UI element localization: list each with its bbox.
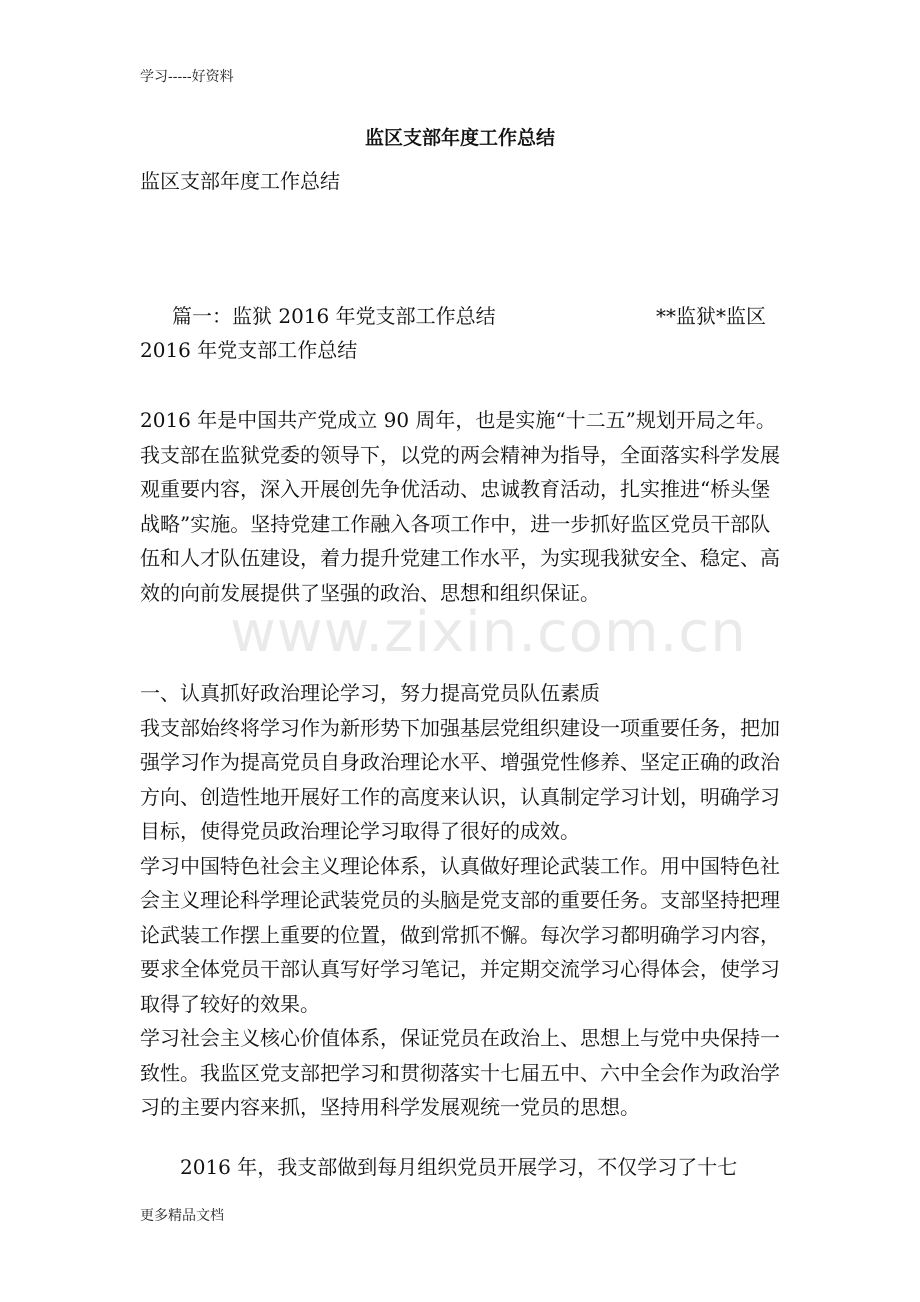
intro-paragraph: 2016 年是中国共产党成立 90 周年，也是实施“十二五”规划开局之年。我支部在监狱党委的领导下，以党的两会精神为指导，全面落实科学发展观重要内容，深入开展创先争优活动、忠诚教育活动，扎实推进“桥头堡战略”实施。坚持党建工作融入各项工作中，进一步抓好监区党员干部队伍和人才队伍建设，着力提升党建工作水平，为实现我狱安全、稳定、高效的向前发展提供了坚强的政治、思想和组织保证。 — [140, 408, 780, 605]
section-one-paragraph: 学习社会主义核心价值体系，保证党员在政治上、思想上与党中央保持一致性。我监区党支部把学习和贯彻落实十七届五中、六中全会作为政治学习的主要内容来抓，坚持用科学发展观统一党员的思想。 — [140, 1026, 780, 1119]
article-heading-left: 篇一：监狱 2016 年党支部工作总结 — [172, 304, 496, 328]
page-header: 学习-----好资料 — [140, 69, 234, 85]
article-heading-right: **监狱*监区 — [656, 304, 766, 328]
article-heading-line2: 2016 年党支部工作总结 — [140, 338, 358, 362]
section-one-heading: 一、认真抓好政治理论学习，努力提高党员队伍素质 — [140, 681, 600, 705]
article-heading — [140, 299, 780, 367]
section-one — [140, 676, 780, 1125]
page-footer: 更多精品文档 — [140, 1208, 224, 1224]
section-one-paragraph: 学习中国特色社会主义理论体系，认真做好理论武装工作。用中国特色社会主义理论科学理论武装党员的头脑是党支部的重要任务。支部坚持把理论武装工作摆上重要的位置，做到常抓不懈。每次学习都明确学习内容，要求全体党员干部认真写好学习笔记，并定期交流学习心得体会，使学习取得了较好的效果。 — [140, 853, 780, 1016]
document-subtitle: 监区支部年度工作总结 — [140, 169, 340, 193]
watermark: www.zixin.com.cn — [230, 600, 747, 665]
article-heading-line1 — [140, 299, 780, 333]
document-title: 监区支部年度工作总结 — [364, 127, 555, 149]
section-one-paragraph: 我支部始终将学习作为新形势下加强基层党组织建设一项重要任务，把加强学习作为提高党员自身政治理论水平、增强党性修养、坚定正确的政治方向、创造性地开展好工作的高度来认识，认真制定学习计划，明确学习目标，使得党员政治理论学习取得了很好的成效。 — [140, 715, 780, 843]
closing-paragraph — [140, 1150, 780, 1185]
closing-paragraph-text: 2016 年，我支部做到每月组织党员开展学习，不仅学习了十七 — [180, 1155, 738, 1179]
